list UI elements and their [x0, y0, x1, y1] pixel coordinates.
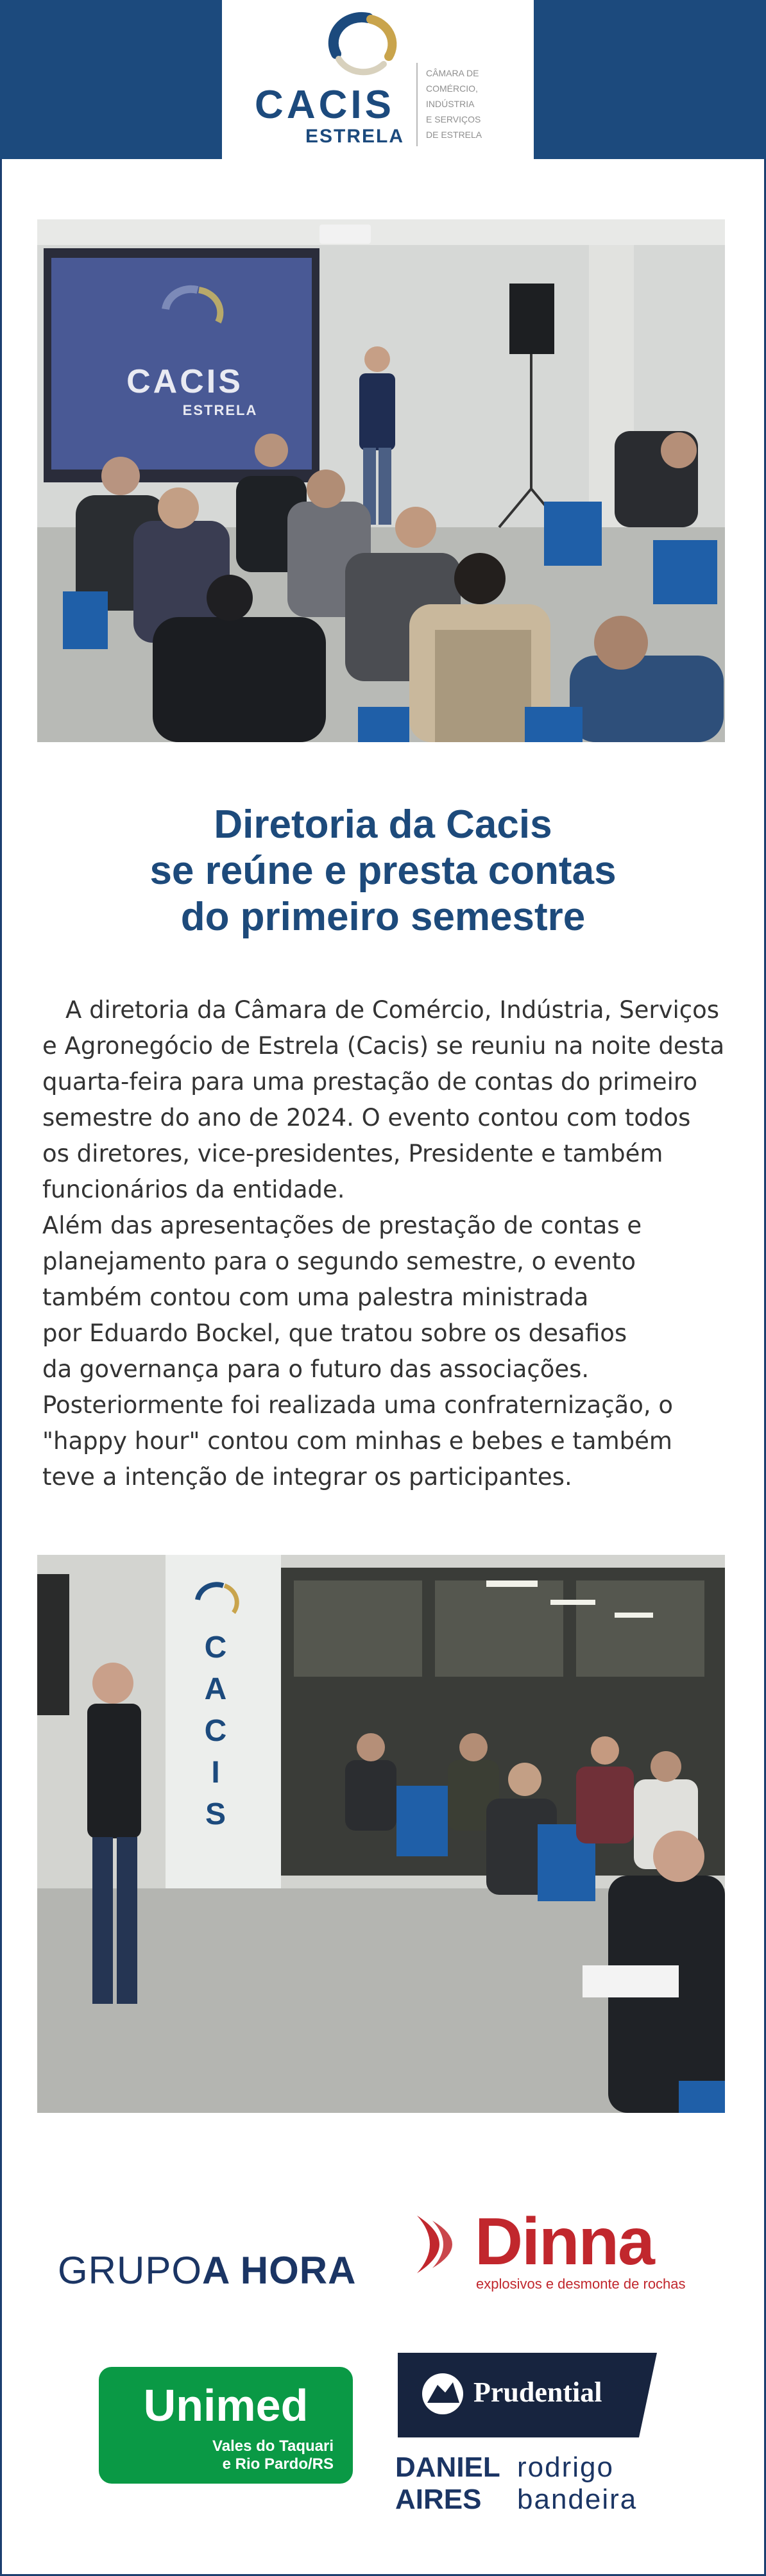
header-banner — [0, 0, 766, 159]
grupo-a-hora-bold: A HORA — [202, 2249, 357, 2292]
body-line: Além das apresentações de prestação de contas e — [42, 1212, 642, 1239]
article-title — [51, 802, 715, 940]
unimed-region-line: Vales do Taquari — [212, 2437, 334, 2455]
title-line: se reúne e presta contas — [149, 849, 617, 893]
meeting-photo-presentation — [37, 219, 725, 742]
logo-divider — [416, 63, 418, 146]
dinna-swoosh-icon — [411, 2209, 472, 2280]
meeting-photo-lecture — [37, 1555, 725, 2113]
logo-subtitle-line: CÂMARA DE — [426, 68, 479, 78]
body-line: Posteriormente foi realizada uma confraternização, o — [42, 1391, 674, 1419]
grupo-a-hora-thin: GRUPO — [58, 2249, 203, 2292]
screen-logo-city: ESTRELA — [182, 402, 258, 418]
logo-city: ESTRELA — [305, 126, 405, 147]
cacis-ring-icon — [317, 9, 398, 76]
sponsor-grupo-a-hora-logo — [58, 2248, 391, 2300]
title-line: Diretoria da Cacis — [214, 802, 552, 847]
body-line: semestre do ano de 2024. O evento contou com todos — [42, 1104, 691, 1131]
unimed-region — [212, 2437, 334, 2473]
body-line: por Eduardo Bockel, que tratou sobre os desafios — [42, 1319, 627, 1347]
sponsor-dinna-logo — [411, 2198, 706, 2300]
sponsor-unimed-logo — [99, 2367, 353, 2484]
banner-letter: C — [204, 1714, 227, 1748]
banner-letter: I — [211, 1756, 220, 1790]
prudential-name: Prudential — [473, 2377, 602, 2408]
body-line: e Agronegócio de Estrela (Cacis) se reuniu na noite desta — [42, 1032, 725, 1060]
sponsor-prudential-logo — [398, 2353, 657, 2437]
daniel-aires-line: AIRES — [395, 2484, 482, 2515]
article-body — [42, 992, 735, 1495]
banner-letter: S — [205, 1797, 226, 1831]
banner-letter: A — [204, 1672, 227, 1706]
sponsor-daniel-aires-logo — [395, 2452, 504, 2516]
sponsor-rodrigo-bandeira-logo — [517, 2452, 671, 2516]
body-line: "happy hour" contou com minhas e bebes e também — [42, 1427, 672, 1455]
body-line: os diretores, vice-presidentes, Presidente e também — [42, 1140, 663, 1167]
rodrigo-bandeira-line: rodrigo — [517, 2452, 614, 2483]
logo-subtitle-line: E SERVIÇOS — [426, 114, 481, 124]
body-line: teve a intenção de integrar os participantes. — [42, 1463, 572, 1491]
screen-logo-name: CACIS — [126, 363, 243, 400]
daniel-aires-line: DANIEL — [395, 2452, 500, 2483]
dinna-tagline: explosivos e desmonte de rochas — [476, 2276, 686, 2292]
body-line: planejamento para o segundo semestre, o evento — [42, 1248, 636, 1275]
banner-letter: C — [204, 1631, 227, 1665]
body-line: quarta-feira para uma prestação de contas do primeiro — [42, 1068, 697, 1096]
logo-name: CACIS — [255, 83, 395, 127]
unimed-name: Unimed — [143, 2380, 309, 2430]
body-line: também contou com uma palestra ministrada — [42, 1284, 589, 1311]
cacis-logo — [222, 0, 534, 159]
title-line: do primeiro semestre — [180, 895, 586, 939]
logo-subtitle-line: COMÉRCIO, — [426, 83, 478, 94]
body-line: funcionários da entidade. — [42, 1176, 345, 1203]
body-line: A diretoria da Câmara de Comércio, Indústria, Serviços — [65, 996, 719, 1024]
logo-subtitle-line: DE ESTRELA — [426, 130, 482, 140]
unimed-region-line: e Rio Pardo/RS — [222, 2455, 334, 2473]
logo-subtitle — [426, 65, 529, 142]
dinna-name: Dinna — [475, 2205, 654, 2279]
logo-subtitle-line: INDÚSTRIA — [426, 99, 475, 109]
body-line: da governança para o futuro das associações. — [42, 1355, 590, 1383]
rock-icon — [420, 2371, 466, 2417]
rodrigo-bandeira-line: bandeira — [517, 2484, 638, 2515]
